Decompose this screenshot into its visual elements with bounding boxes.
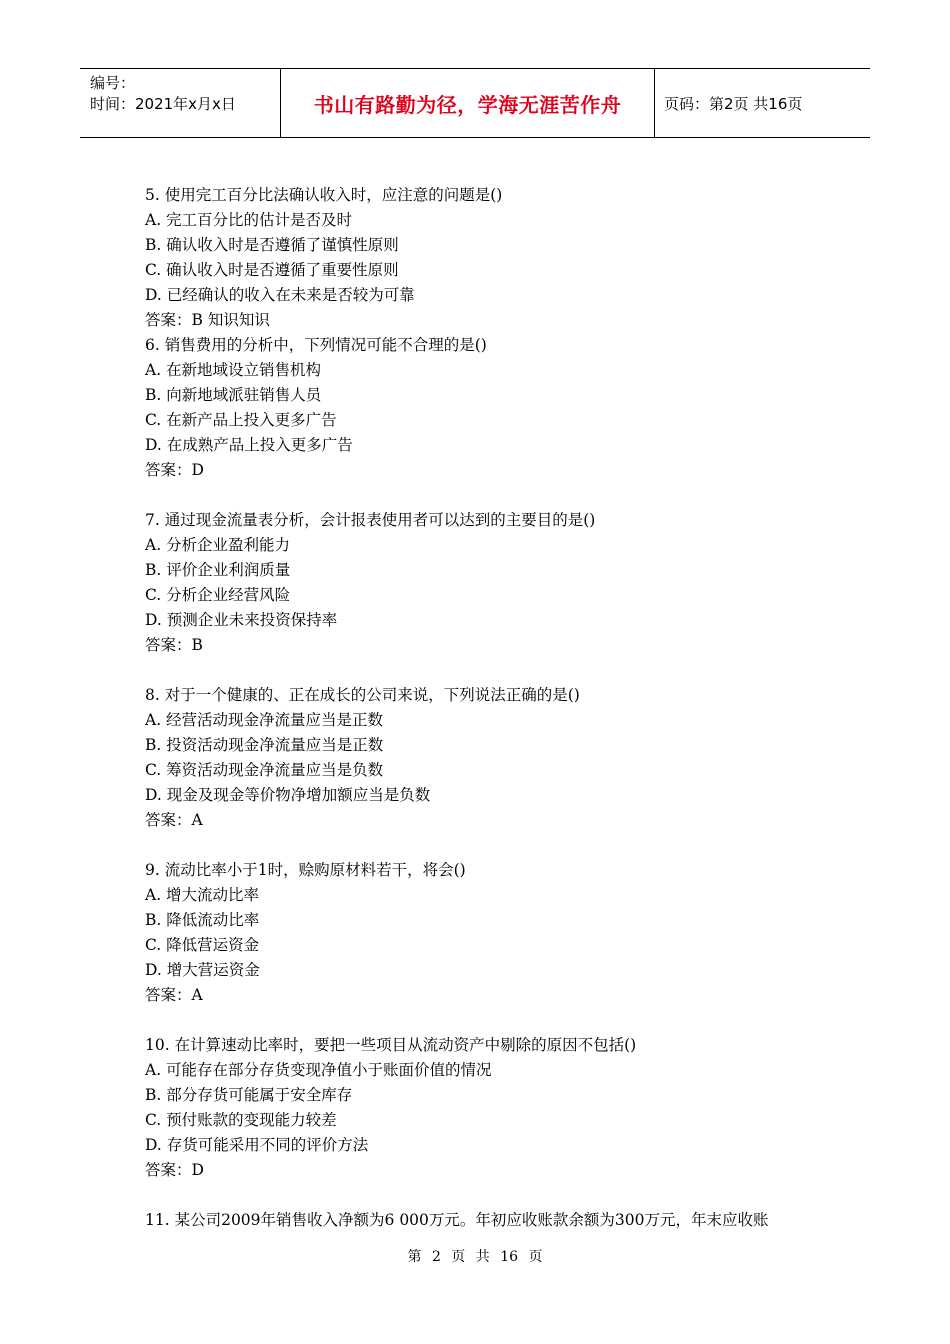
option-d: D. 现金及现金等价物净增加额应当是负数	[145, 786, 431, 804]
option-a: A. 经营活动现金净流量应当是正数	[145, 711, 384, 729]
page-header	[80, 68, 870, 138]
question-5	[145, 183, 825, 333]
header-time-label: 时间：2021年x月x日	[90, 95, 236, 113]
option-a: A. 增大流动比率	[145, 886, 260, 904]
option-b: B. 降低流动比率	[145, 911, 260, 929]
question-6	[145, 333, 825, 483]
document-body	[145, 183, 825, 1233]
answer: 答案：D	[145, 1161, 204, 1179]
option-c: C. 确认收入时是否遵循了重要性原则	[145, 261, 399, 279]
question-stem: 9. 流动比率小于1时，赊购原材料若干，将会()	[145, 861, 466, 879]
option-d: D. 增大营运资金	[145, 961, 260, 979]
option-b: B. 确认收入时是否遵循了谨慎性原则	[145, 236, 399, 254]
option-d: D. 已经确认的收入在未来是否较为可靠	[145, 286, 415, 304]
option-a: A. 在新地域设立销售机构	[145, 361, 322, 379]
option-c: C. 在新产品上投入更多广告	[145, 411, 337, 429]
answer: 答案：D	[145, 461, 204, 479]
option-c: C. 预付账款的变现能力较差	[145, 1111, 337, 1129]
page-footer: 第 2 页 共 16 页	[407, 1249, 543, 1265]
paragraph-gap	[145, 1008, 825, 1033]
option-b: B. 部分存货可能属于安全库存	[145, 1086, 353, 1104]
header-number-label: 编号：	[90, 74, 136, 92]
paragraph-gap	[145, 483, 825, 508]
question-stem: 10. 在计算速动比率时，要把一些项目从流动资产中剔除的原因不包括()	[145, 1036, 637, 1054]
question-8	[145, 683, 825, 833]
option-c: C. 降低营运资金	[145, 936, 260, 954]
paragraph-gap	[145, 658, 825, 683]
question-7	[145, 508, 825, 658]
question-stem: 8. 对于一个健康的、正在成长的公司来说，下列说法正确的是()	[145, 686, 580, 704]
header-motto: 书山有路勤为径，学海无涯苦作舟	[313, 92, 622, 117]
option-c: C. 筹资活动现金净流量应当是负数	[145, 761, 384, 779]
paragraph-gap	[145, 833, 825, 858]
paragraph-gap	[145, 1183, 825, 1208]
answer: 答案：A	[145, 811, 203, 829]
question-stem: 7. 通过现金流量表分析，会计报表使用者可以达到的主要目的是()	[145, 511, 596, 529]
option-b: B. 向新地域派驻销售人员	[145, 386, 322, 404]
option-c: C. 分析企业经营风险	[145, 586, 291, 604]
answer: 答案：B 知识知识	[145, 311, 270, 329]
option-a: A. 分析企业盈利能力	[145, 536, 291, 554]
header-meta	[80, 69, 281, 137]
option-b: B. 投资活动现金净流量应当是正数	[145, 736, 384, 754]
header-page-info: 页码：第2页 共16页	[664, 94, 803, 113]
question-10	[145, 1033, 825, 1183]
answer: 答案：A	[145, 986, 203, 1004]
question-9	[145, 858, 825, 1008]
option-b: B. 评价企业利润质量	[145, 561, 291, 579]
option-d: D. 存货可能采用不同的评价方法	[145, 1136, 369, 1154]
option-d: D. 在成熟产品上投入更多广告	[145, 436, 353, 454]
question-stem: 5. 使用完工百分比法确认收入时，应注意的问题是()	[145, 186, 503, 204]
question-11-stem: 11. 某公司2009年销售收入净额为6 000万元。年初应收账款余额为300万元，年末应收账	[145, 1211, 769, 1229]
answer: 答案：B	[145, 636, 203, 654]
header-motto-cell	[281, 69, 655, 137]
option-a: A. 完工百分比的估计是否及时	[145, 211, 353, 229]
option-d: D. 预测企业未来投资保持率	[145, 611, 338, 629]
option-a: A. 可能存在部分存货变现净值小于账面价值的情况	[145, 1061, 492, 1079]
question-stem: 6. 销售费用的分析中，下列情况可能不合理的是()	[145, 336, 487, 354]
